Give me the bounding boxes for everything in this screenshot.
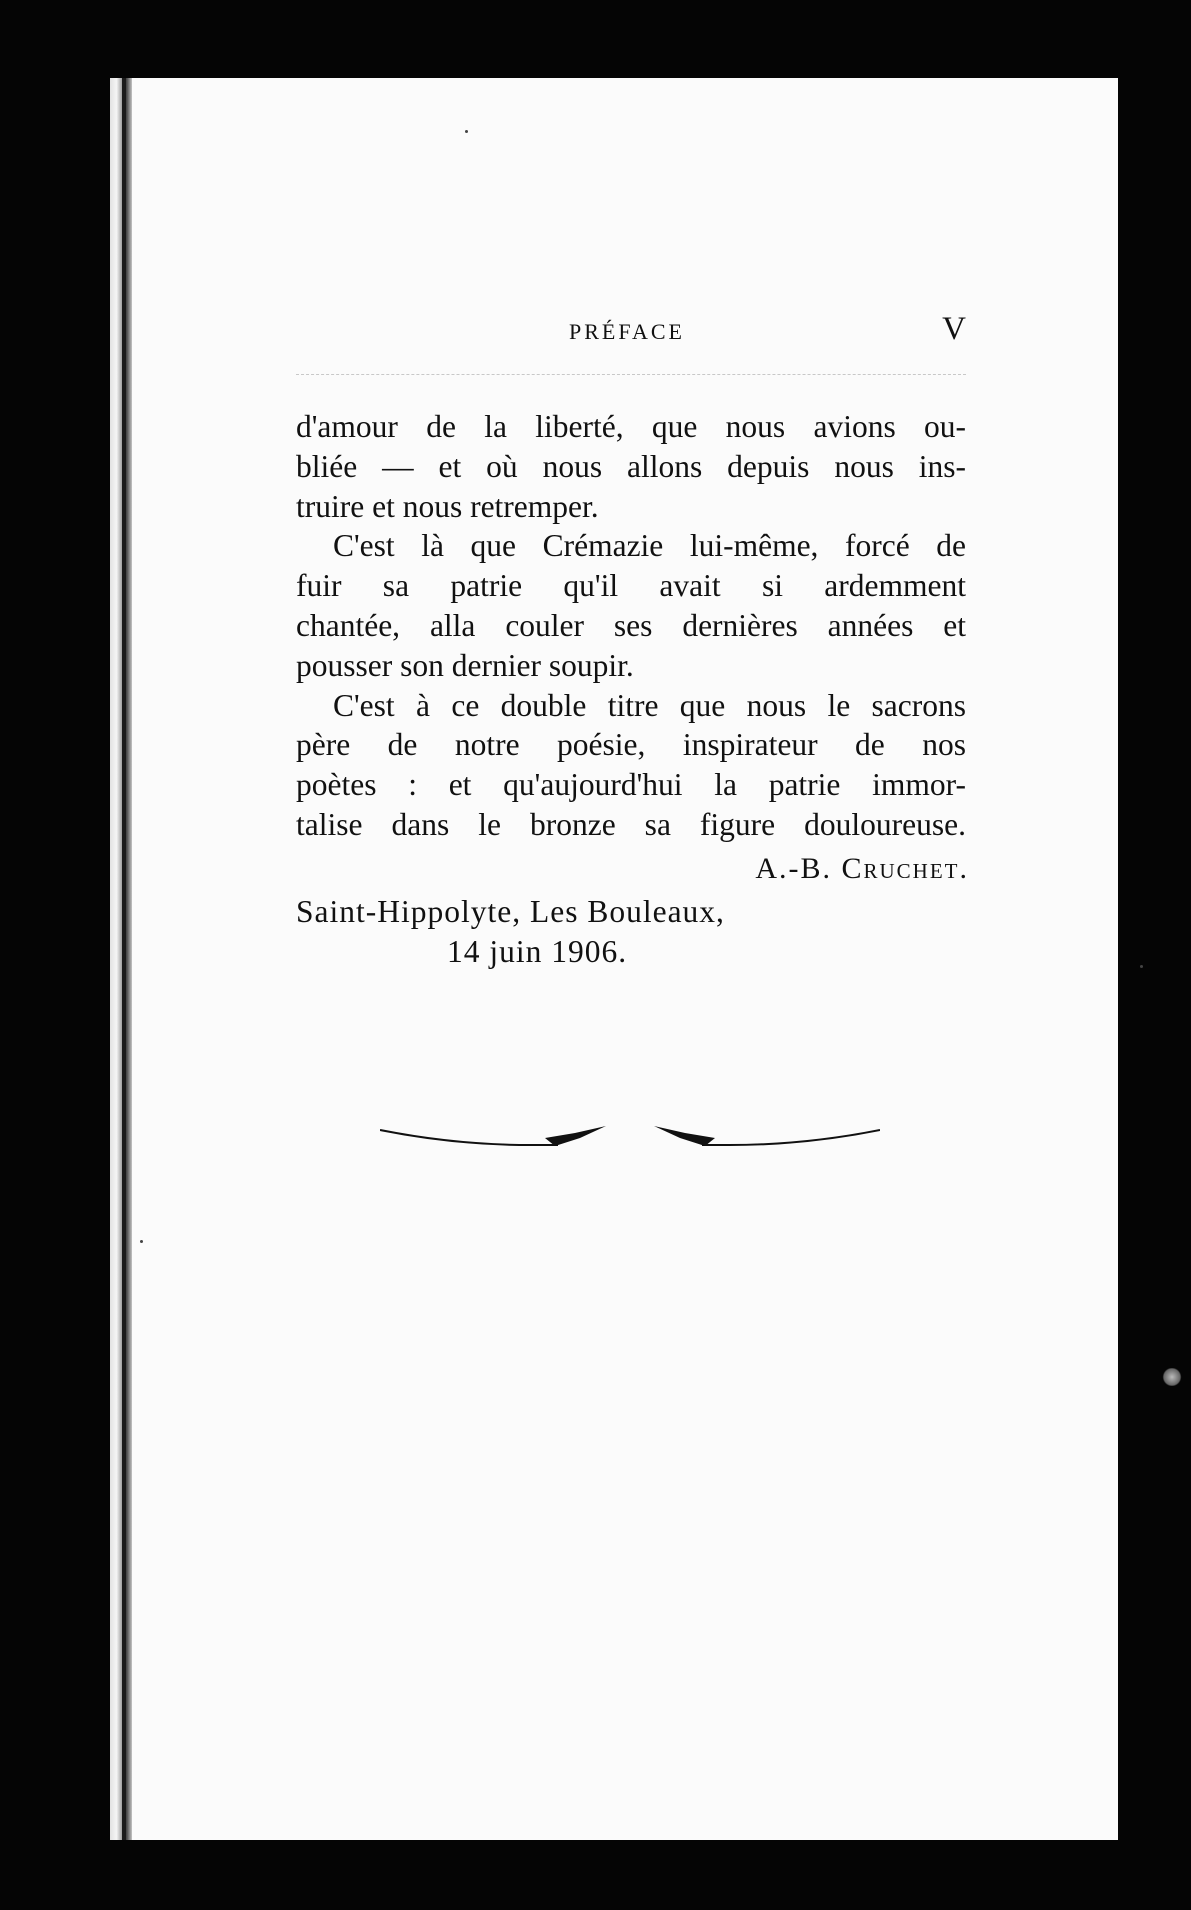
page-binding-edge	[110, 78, 132, 1840]
body-line: père de notre poésie, inspirateur de nos	[296, 727, 966, 763]
body-line: talise dans le bronze sa figure douloureuse.	[296, 806, 966, 842]
body-line: C'est là que Crémazie lui-même, forcé de	[333, 528, 966, 564]
header-rule	[296, 374, 966, 375]
print-speck	[465, 130, 468, 133]
dateline-date: 14 juin 1906.	[447, 934, 628, 969]
body-line: poètes : et qu'aujourd'hui la patrie immor-	[296, 767, 966, 803]
body-text	[296, 407, 966, 845]
body-line: d'amour de la liberté, que nous avions ou-	[296, 409, 966, 444]
signature-initials: A.-B.	[755, 852, 832, 885]
body-line: C'est à ce double titre que nous le sacrons	[333, 687, 966, 723]
body-line: fuir sa patrie qu'il avait si ardemment	[296, 568, 966, 604]
author-signature	[755, 852, 969, 886]
print-speck	[140, 1240, 143, 1243]
body-line: chantée, alla couler ses dernières années et	[296, 607, 966, 643]
body-line: pousser son dernier soupir.	[296, 647, 634, 683]
signature-surname: Cruchet.	[841, 852, 969, 885]
running-head-title: PRÉFACE	[569, 319, 685, 344]
print-speck	[1140, 965, 1143, 968]
body-line: bliée — et où nous allons depuis nous ins-	[296, 448, 966, 484]
body-line: truire et nous retremper.	[296, 488, 599, 524]
binding-shadow-line	[122, 78, 126, 1840]
scan-blot	[1162, 1368, 1182, 1386]
page-number: V	[942, 311, 966, 347]
dateline-place: Saint-Hippolyte, Les Bouleaux,	[296, 894, 725, 929]
tailpiece-ornament	[380, 1108, 880, 1148]
